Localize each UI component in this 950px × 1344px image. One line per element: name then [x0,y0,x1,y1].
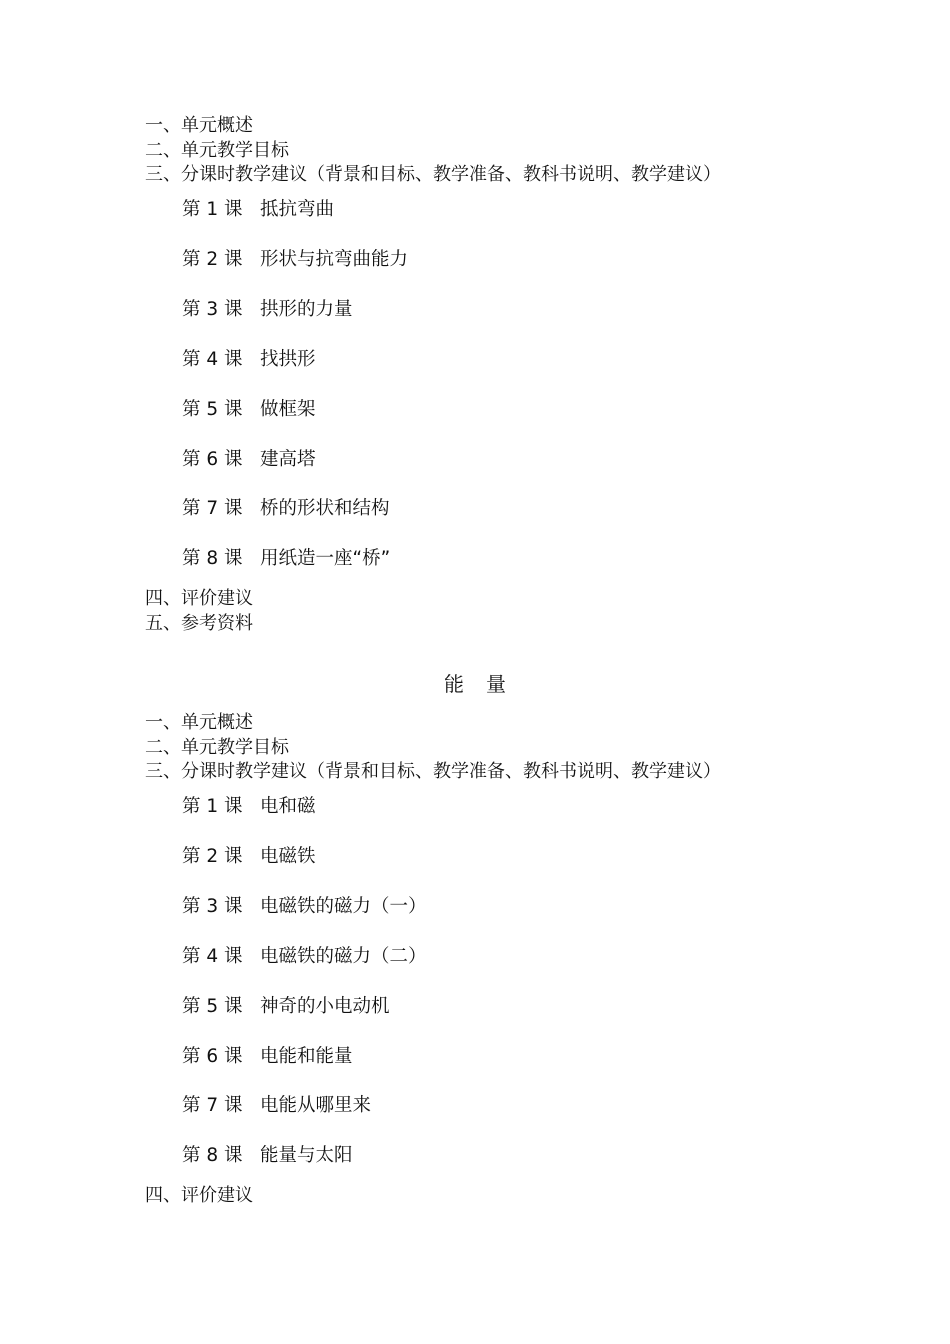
lesson-name: 桥的形状和结构 [260,498,390,519]
lesson-entry [182,197,334,223]
lesson-name: 用纸造一座“桥” [260,548,391,569]
lesson-entry [182,944,427,970]
lesson-entry [182,247,408,273]
unit-title: 能量 [444,672,528,696]
outline-item: 三、分课时教学建议（背景和目标、教学准备、教科书说明、教学建议） [145,761,721,782]
lesson-entry [182,844,316,870]
outline-item: 四、评价建议 [145,1185,253,1206]
lesson-number: 第 2 课 [182,249,243,270]
lesson-number: 第 1 课 [182,199,243,220]
outline-item: 二、单元教学目标 [145,140,289,161]
lesson-number: 第 6 课 [182,449,243,470]
lesson-number: 第 1 课 [182,796,243,817]
lesson-name: 电和磁 [260,796,316,817]
lesson-name: 神奇的小电动机 [260,996,390,1017]
lesson-name: 电磁铁 [260,846,316,867]
lesson-number: 第 3 课 [182,299,243,320]
outline-item: 二、单元教学目标 [145,737,289,758]
lesson-name: 做框架 [260,399,316,420]
lesson-entry [182,1093,371,1119]
outline-item: 五、参考资料 [145,613,253,634]
lesson-number: 第 6 课 [182,1046,243,1067]
lesson-name: 电能和能量 [260,1046,353,1067]
lesson-name: 电磁铁的磁力（一） [260,896,427,917]
lesson-number: 第 7 课 [182,1095,243,1116]
outline-item: 一、单元概述 [145,712,253,733]
lesson-entry [182,994,390,1020]
lesson-entry [182,347,316,373]
lesson-number: 第 7 课 [182,498,243,519]
lesson-name: 拱形的力量 [260,299,353,320]
lesson-name: 找拱形 [260,349,316,370]
lesson-number: 第 3 课 [182,896,243,917]
outline-item: 三、分课时教学建议（背景和目标、教学准备、教科书说明、教学建议） [145,164,721,185]
lesson-name: 电能从哪里来 [260,1095,372,1116]
lesson-number: 第 5 课 [182,399,243,420]
lesson-entry [182,1143,353,1169]
lesson-name: 抵抗弯曲 [260,199,335,220]
lesson-name: 能量与太阳 [260,1145,353,1166]
lesson-number: 第 5 课 [182,996,243,1017]
outline-item: 四、评价建议 [145,588,253,609]
lesson-number: 第 8 课 [182,1145,243,1166]
lesson-entry [182,794,316,820]
lesson-number: 第 8 课 [182,548,243,569]
lesson-entry [182,496,390,522]
lesson-number: 第 4 课 [182,946,243,967]
lesson-name: 建高塔 [260,449,316,470]
lesson-entry [182,546,390,572]
lesson-entry [182,297,353,323]
lesson-name: 电磁铁的磁力（二） [260,946,427,967]
lesson-entry [182,397,316,423]
outline-item: 一、单元概述 [145,115,253,136]
lesson-name: 形状与抗弯曲能力 [260,249,409,270]
lesson-number: 第 2 课 [182,846,243,867]
lesson-entry [182,447,316,473]
lesson-number: 第 4 课 [182,349,243,370]
lesson-entry [182,894,427,920]
lesson-entry [182,1044,353,1070]
